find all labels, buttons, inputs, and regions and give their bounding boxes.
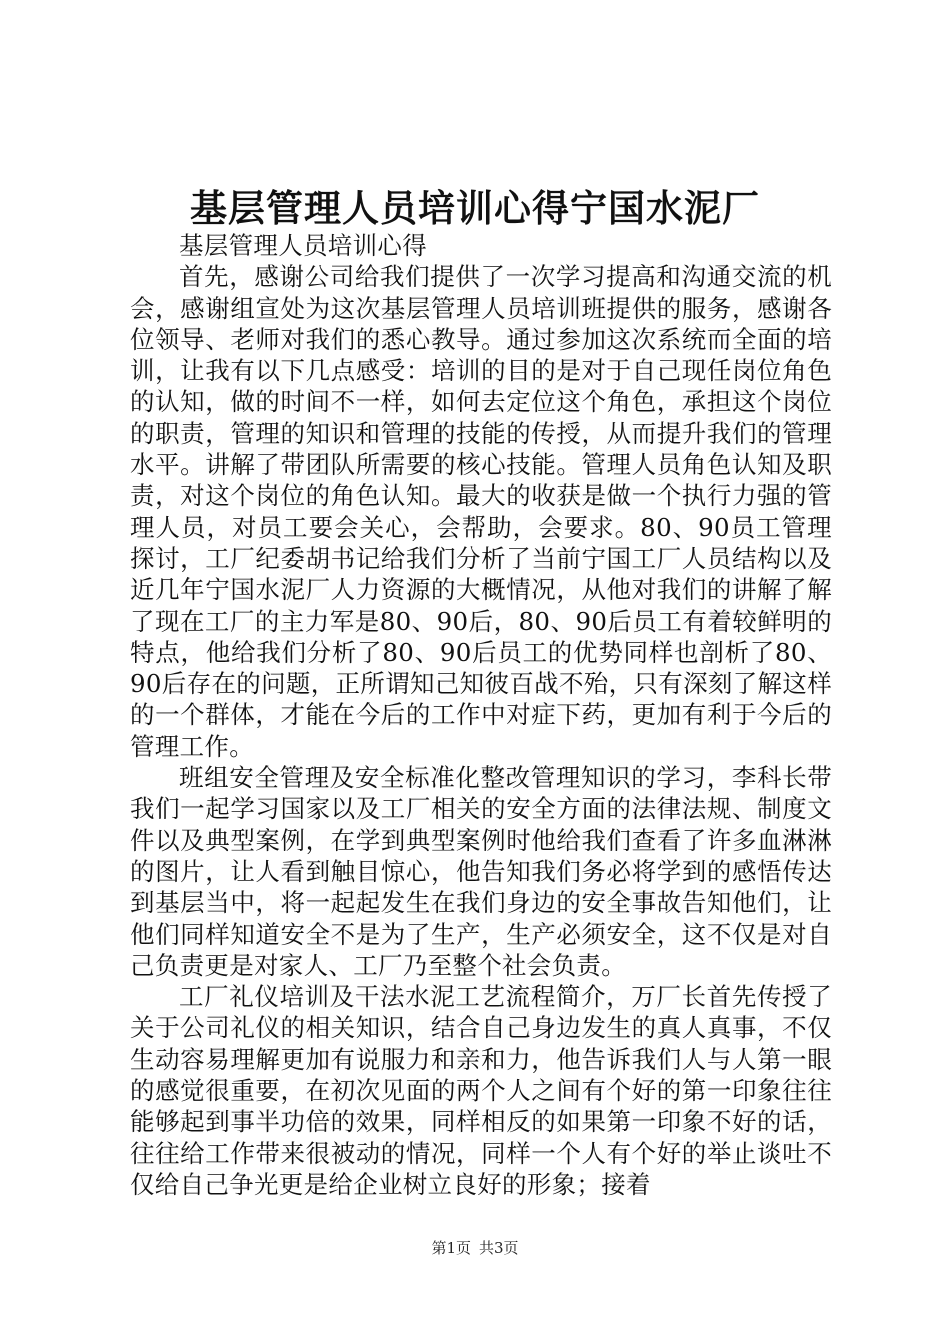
page-number: 第1页 — [431, 1239, 471, 1257]
page-footer — [0, 1238, 950, 1258]
body-paragraph: 基层管理人员培训心得 — [179, 231, 427, 260]
document-body — [130, 230, 832, 1200]
body-paragraph: 班组安全管理及安全标准化整改管理知识的学习，李科长带我们一起学习国家以及工厂相关的安全方面的法律法规、制度文件以及典型案例，在学到典型案例时他给我们查看了许多血淋淋的图片，让人看到触目惊心，他告知我们务必将学到的感悟传达到基层当中，将一起起发生在我们身边的安全事故告知他们，让他们同样知道安全不是为了生产，生产必须安全，这不仅是对自己负责更是对家人、工厂乃至整个社会负责。 — [130, 763, 832, 980]
page-total: 共3页 — [479, 1239, 519, 1257]
body-paragraph: 工厂礼仪培训及干法水泥工艺流程简介，万厂长首先传授了关于公司礼仪的相关知识，结合自己身边发生的真人真事，不仅生动容易理解更加有说服力和亲和力，他告诉我们人与人第一眼的感觉很重要，在初次见面的两个人之间有个好的第一印象往往能够起到事半功倍的效果，同样相反的如果第一印象不好的话，往往给工作带来很被动的情况，同样一个人有个好的举止谈吐不仅给自己争光更是给企业树立良好的形象；接着 — [130, 982, 832, 1199]
document-title: 基层管理人员培训心得宁国水泥厂 — [190, 186, 760, 230]
body-paragraph: 首先，感谢公司给我们提供了一次学习提高和沟通交流的机会，感谢组宣处为这次基层管理人员培训班提供的服务，感谢各位领导、老师对我们的悉心教导。通过参加这次系统而全面的培训，让我有以下几点感受：培训的目的是对于自己现任岗位角色的认知，做的时间不一样，如何去定位这个角色，承担这个岗位的职责，管理的知识和管理的技能的传授，从而提升我们的管理水平。讲解了带团队所需要的核心技能。管理人员角色认知及职责，对这个岗位的角色认知。最大的收获是做一个执行力强的管理人员，对员工要会关心，会帮助，会要求。80、90员工管理探讨，工厂纪委胡书记给我们分析了当前宁国工厂人员结构以及近几年宁国水泥厂人力资源的大概情况，从他对我们的讲解了解了现在工厂的主力军是80、90后，80、90后员工有着较鲜明的特点，他给我们分析了80、90后员工的优势同样也剖析了80、90后存在的问题，正所谓知己知彼百战不殆，只有深刻了解这样的一个群体，才能在今后的工作中对症下药，更加有利于今后的管理工作。 — [130, 262, 832, 761]
